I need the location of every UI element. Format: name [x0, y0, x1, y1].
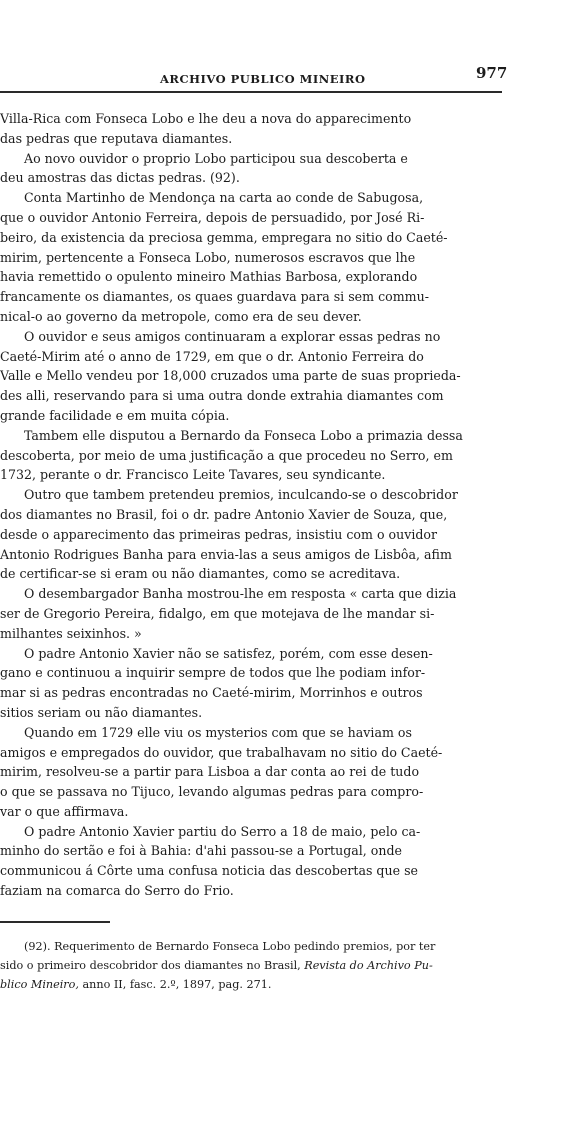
text-line: Ao novo ouvidor o proprio Lobo participou sua descoberta e: [24, 150, 408, 166]
text-line: des alli, reservando para si uma outra donde extrahia diamantes com: [0, 388, 444, 404]
text-line: Caeté-Mirim até o anno de 1729, em que o dr. Antonio Ferreira do: [0, 348, 424, 364]
page-number: 977: [476, 64, 508, 82]
text-line: nical-o ao governo da metropole, como era de seu dever.: [0, 308, 362, 324]
footnote-line: [0, 956, 510, 975]
footnote-text: (92). Requerimento de Bernardo Fonseca Lobo pedindo premios, por ter: [24, 940, 436, 953]
footnotes: [0, 937, 510, 994]
text-line: grande facilidade e em muita cópia.: [0, 407, 230, 423]
footnote-text: anno II, fasc. 2.º, 1897, pag. 271.: [78, 978, 272, 991]
text-line: o que se passava no Tijuco, levando algumas pedras para compro-: [0, 784, 424, 800]
text-line: 1732, perante o dr. Francisco Leite Tavares, seu syndicante.: [0, 467, 386, 483]
text-line: minho do sertão e foi à Bahia: d'ahi passou-se a Portugal, onde: [0, 843, 403, 859]
text-line: mirim, pertencente a Fonseca Lobo, numerosos escravos que lhe: [0, 249, 416, 265]
text-line: O padre Antonio Xavier partiu do Serro a 18 de maio, pelo ca-: [24, 823, 421, 839]
text-line: mirim, resolveu-se a partir para Lisboa a dar conta ao rei de tudo: [0, 764, 420, 780]
text-line: francamente os diamantes, os quaes guardava para si sem commu-: [0, 289, 429, 305]
text-line: Conta Martinho de Mendonça na carta ao conde de Sabugosa,: [24, 190, 424, 206]
text-line: Villa-Rica com Fonseca Lobo e lhe deu a nova do apparecimento: [0, 111, 412, 126]
header-rule: [0, 91, 502, 93]
footnote-citation-title: Revista do Archivo Pu-: [304, 959, 433, 972]
text-line: milhantes seixinhos. »: [0, 625, 142, 641]
text-line: O desembargador Banha mostrou-lhe em resposta « carta que dizia: [24, 586, 457, 602]
text-line: var o que affirmava.: [0, 803, 129, 819]
running-title: ARCHIVO PUBLICO MINEIRO: [160, 72, 366, 86]
footnote-citation-title: blico Mineiro,: [0, 978, 79, 991]
text-line: communicou á Côrte uma confusa noticia das descobertas que se: [0, 863, 418, 879]
footnote-line: [0, 937, 510, 956]
text-line: desde o apparecimento das primeiras pedras, insistiu com o ouvidor: [0, 526, 438, 542]
text-line: Quando em 1729 elle viu os mysterios com que se haviam os: [24, 724, 412, 740]
text-line: deu amostras das dictas pedras. (92).: [0, 170, 240, 186]
footnote-text: sido o primeiro descobridor dos diamantes no Brasil,: [0, 959, 305, 972]
text-line: faziam na comarca do Serro do Frio.: [0, 883, 234, 899]
footnote-line: [0, 975, 510, 994]
text-line: de certificar-se si eram ou não diamantes, como se acreditava.: [0, 566, 401, 582]
text-line: dos diamantes no Brasil, foi o dr. padre Antonio Xavier de Souza, que,: [0, 506, 448, 522]
text-line: gano e continuou a inquirir sempre de todos que lhe podiam infor-: [0, 665, 426, 681]
text-line: beiro, da existencia da preciosa gemma, empregara no sitio do Caeté-: [0, 229, 448, 245]
text-line: mar si as pedras encontradas no Caeté-mirim, Morrinhos e outros: [0, 685, 423, 701]
text-line: que o ouvidor Antonio Ferreira, depois de persuadido, por José Ri-: [0, 209, 425, 225]
footnote-rule: [0, 921, 110, 923]
text-line: O ouvidor e seus amigos continuaram a explorar essas pedras no: [24, 328, 441, 344]
text-line: Tambem elle disputou a Bernardo da Fonseca Lobo a primazia dessa: [24, 427, 463, 443]
text-line: descoberta, por meio de uma justificação a que procedeu no Serro, em: [0, 447, 453, 463]
text-line: O padre Antonio Xavier não se satisfez, porém, com esse desen-: [24, 645, 433, 661]
text-line: ser de Gregorio Pereira, fidalgo, em que motejava de lhe mandar si-: [0, 605, 435, 621]
text-line: Valle e Mello vendeu por 18,000 cruzados uma parte de suas proprieda-: [0, 368, 461, 384]
text-line: Antonio Rodrigues Banha para envia-las a seus amigos de Lisbôa, afim: [0, 546, 452, 562]
text-line: amigos e empregados do ouvidor, que trabalhavam no sitio do Caeté-: [0, 744, 443, 760]
text-line: das pedras que reputava diamantes.: [0, 130, 233, 146]
text-line: Outro que tambem pretendeu premios, inculcando-se o descobridor: [24, 487, 458, 503]
text-line: sitios seriam ou não diamantes.: [0, 704, 203, 720]
text-line: havia remettido o opulento mineiro Mathias Barbosa, explorando: [0, 269, 418, 285]
body-text: [0, 109, 504, 901]
